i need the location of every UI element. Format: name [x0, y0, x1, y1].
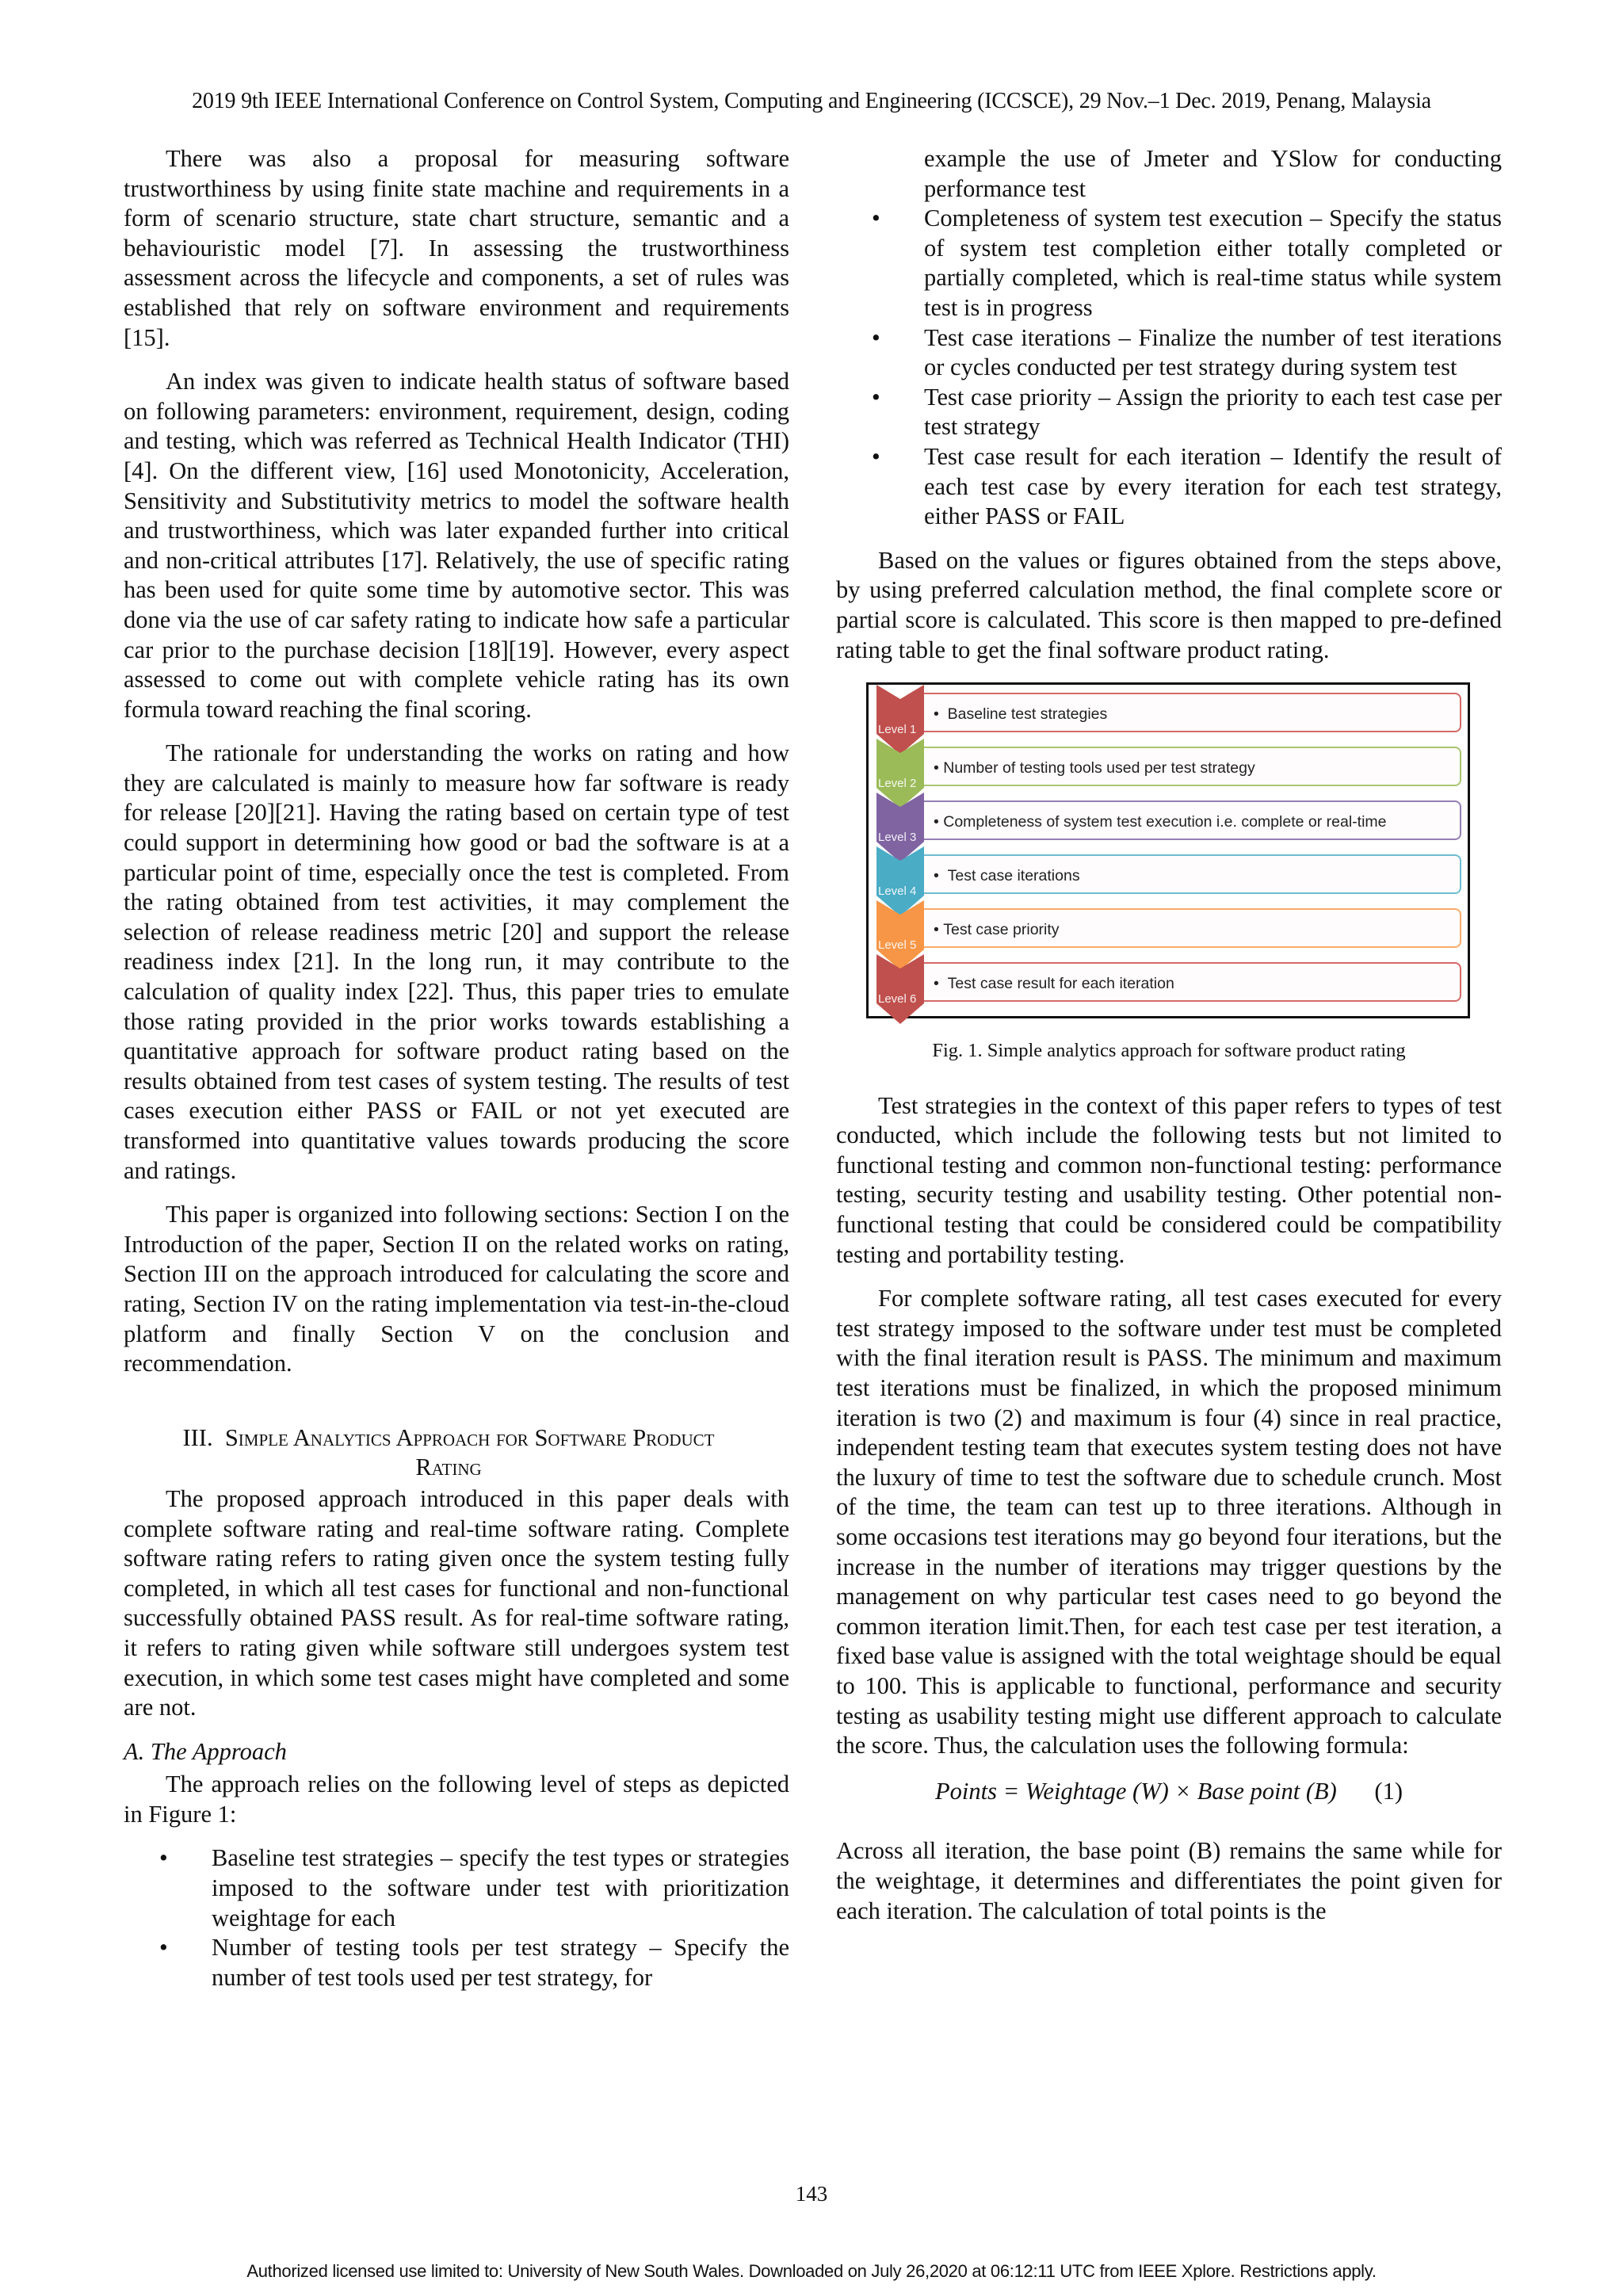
section-number: III.	[182, 1423, 213, 1451]
list-item: • Baseline test strategies – specify the test types or strategies imposed to the software under test with prioritization weightage for each	[159, 1844, 789, 1931]
level-label: Level 6	[878, 992, 917, 1007]
bullet-icon: •	[872, 323, 880, 351]
left-column	[124, 144, 789, 2007]
list-item: • Test case priority – Assign the priority to each test case per test strategy	[872, 383, 1502, 441]
level-6-row	[875, 962, 1461, 1005]
section-title-line1: Simple Analytics Approach for Software Product	[224, 1423, 715, 1451]
license-footer: Authorized licensed use limited to: University of New South Wales. Downloaded on July 26,2020 at 06:12:11 UTC from IEEE Xplore. Restrictions apply.	[246, 2261, 1377, 2281]
bullet-icon: •	[872, 442, 880, 470]
page-number: 143	[795, 2182, 828, 2206]
level-5-box: • Test case priority	[916, 908, 1461, 948]
level-1-row	[875, 693, 1461, 735]
level-label: Level 5	[878, 938, 917, 953]
level-label: Level 2	[878, 777, 917, 791]
level-label: Level 1	[878, 723, 917, 737]
paragraph-organization: This paper is organized into following sections: Section I on the Introduction of the paper, Section II on the related works on rating, Section III on the approach introduced for calculating the score and rating, Section IV on the rating implementation via test-in-the-cloud platform and finally Section V on the conclusion and recommendation.	[124, 1201, 789, 1377]
bullet-icon: •	[872, 204, 880, 232]
paragraph-trustworthiness: There was also a proposal for measuring software trustworthiness by using finite state machine and requirements in a form of scenario structure, state chart structure, semantic and a behaviouristic model [7]. In assessing the trustworthiness assessment across the lifecycle and components, a set of rules was established that rely on software environment and requirements [15].	[124, 145, 789, 351]
list-item: • Test case result for each iteration – Identify the result of each test case by every iteration for each test strategy, either PASS or FAIL	[872, 442, 1502, 530]
list-item: • Test case iterations – Finalize the number of test iterations or cycles conducted per test strategy during system test	[872, 323, 1502, 381]
list-item: • Completeness of system test execution – Specify the status of system test completion either totally completed or partially completed, which is real-time status while system test is in progress	[872, 204, 1502, 321]
level-6-box: • Test case result for each iteration	[916, 962, 1461, 1002]
level-3-row	[875, 800, 1461, 843]
paragraph-base-point: Across all iteration, the base point (B) remains the same while for the weightage, it determines and differentiates the point given for each iteration. The calculation of total points is the	[836, 1837, 1502, 1924]
section-heading	[108, 1423, 789, 1483]
equation-number: (1)	[1374, 1777, 1403, 1805]
level-3-box: • Completeness of system test execution i.e. complete or real-time	[916, 800, 1461, 840]
level-1-box: • Baseline test strategies	[916, 693, 1461, 732]
level-label: Level 4	[878, 884, 917, 899]
subsection-heading: A. The Approach	[124, 1737, 287, 1765]
paragraph-approach-steps: The approach relies on the following level of steps as depicted in Figure 1:	[124, 1771, 789, 1828]
steps-list-right	[836, 144, 1502, 532]
bullet-icon: •	[159, 1844, 168, 1872]
paragraph-health-index: An index was given to indicate health status of software based on following parameters: environment, requirement, design, coding and testing, which was referred as Technical Health Indicator (THI)[4]. On the different view, [16] used Monotonicity, Acceleration, Sensitivity and Substitutivity metrics to model the software health and trustworthiness, which was later expanded further into critical and non-critical attributes [17]. Relatively, the use of specific rating has been used for quite some time by automotive sector. This was done via the use of car safety rating to indicate how safe a particular car prior to the purchase decision [18][19]. However, every aspect assessed to come out with complete vehicle rating has its own formula toward reaching the final scoring.	[124, 368, 789, 723]
paragraph-final-score: Based on the values or figures obtained from the steps above, by using preferred calculation method, the final complete score or partial score is calculated. This score is then mapped to pre-defined rating table to get the final software product rating.	[836, 546, 1502, 663]
paragraph-proposed-approach: The proposed approach introduced in this paper deals with complete software rating and real-time software rating. Complete software rating refers to rating given once the system testing fully completed, in which all test cases for functional and non-functional successfully obtained PASS result. As for real-time software rating, it refers to rating given while software still undergoes system test execution, in which some test cases might have completed and some are not.	[124, 1484, 789, 1721]
paragraph-rationale: The rationale for understanding the works on rating and how they are calculated is mainly to measure how far software is ready for release [20][21]. Having the rating based on certain type of test could support in determining how good or bad the software is at a particular point of time, especially once the test is completed. From the rating obtained from test activities, it may complement the selection of release readiness metric [20] and support the release readiness index [21]. In the long run, it may contribute to the calculation of quality index [22]. Thus, this paper tries to emulate those rating provided in the prior works towards establishing a quantitative approach for software product rating based on the results obtained from test cases of system testing. The results of test cases execution either PASS or FAIL or not yet executed are transformed into quantitative values towards producing the score and ratings.	[124, 739, 789, 1184]
section-title-line2: Rating	[415, 1454, 482, 1481]
paragraph-complete-rating: For complete software rating, all test cases executed for every test strategy imposed to the software under test must be completed with the final iteration result is PASS. The minimum and maximum test iterations must be finalized, in which the proposed minimum iteration is two (2) and maximum is four (4) since in real practice, independent testing team that executes system testing does not have the luxury of time to test the software due to schedule crunch. Most of the time, the team can test up to three iterations. Although in some occasions test iterations may go beyond four iterations, but the increase in the number of iterations may trigger questions by the management on why particular test cases need to go beyond the common iteration limit.Then, for each test case per test iteration, a fixed base value is assigned with the total weightage should be equal to 100. This is applicable to functional, performance and security testing as usability testing might use different approach to calculate the score. Thus, the calculation uses the following formula:	[836, 1285, 1502, 1759]
equation	[836, 1777, 1502, 1807]
level-label: Level 3	[878, 831, 917, 845]
level-2-box: • Number of testing tools used per test strategy	[916, 747, 1461, 786]
conference-header: 2019 9th IEEE International Conference on Control System, Computing and Engineering (ICCSCE), 29 Nov.–1 Dec. 2019, Penang, Malaysia	[192, 89, 1431, 113]
level-4-row	[875, 854, 1461, 897]
equation-expression: Points = Weightage (W) × Base point (B)	[935, 1777, 1337, 1805]
level-5-row	[875, 908, 1461, 951]
bullet-icon: •	[872, 383, 880, 411]
list-item-continuation: example the use of Jmeter and YSlow for conducting performance test	[924, 145, 1502, 202]
right-column	[836, 144, 1502, 1940]
figure-caption: Fig. 1. Simple analytics approach for software product rating	[932, 1040, 1406, 1062]
paragraph-test-strategies: Test strategies in the context of this paper refers to types of test conducted, which include the following tests but not limited to functional testing and common non-functional testing: performance testing, security testing and usability testing. Other potential non-functional testing that could be considered could be compatibility testing and portability testing.	[836, 1091, 1502, 1268]
bullet-icon: •	[159, 1934, 168, 1962]
list-item: • Number of testing tools per test strategy – Specify the number of test tools used per test strategy, for	[159, 1934, 789, 1991]
level-2-row	[875, 747, 1461, 789]
steps-list-left	[124, 1843, 789, 1992]
figure-levels-diagram	[866, 682, 1470, 1018]
level-4-box: • Test case iterations	[916, 854, 1461, 894]
